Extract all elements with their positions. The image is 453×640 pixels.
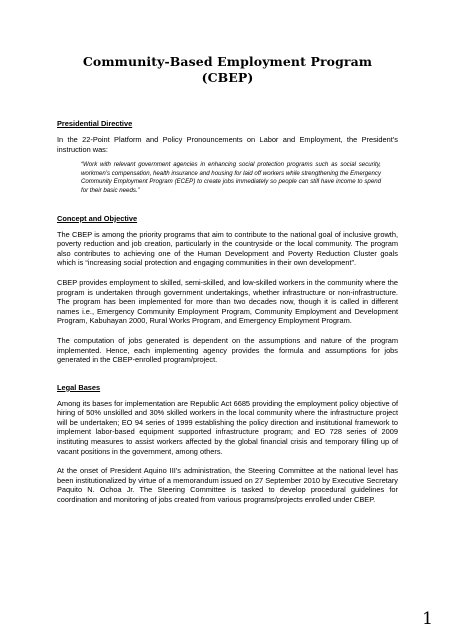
document-title	[57, 54, 398, 86]
concept-paragraph-2: CBEP provides employment to skilled, semi-skilled, and low-skilled workers in the community where the program is undertaken through government undertakings, whether infrastructure or non-infrastructure. The program has been implemented for more than two decades now, though it is called in different names i.e., Emergency Community Employment Program, Community Employment and Development Program, Kabuhayan 2000, Rural Works Program, and Emergency Employment Program.	[57, 277, 398, 326]
title-line-2: (CBEP)	[201, 70, 254, 85]
concept-paragraph-1: The CBEP is among the priority programs that aim to contribute to the national goal of inclusive growth, poverty reduction and job creation, particularly in the countryside or the local community. The program also contributes to achieving one of the Human Development and Poverty Reduction Cluster goals which is “increasing social protection and engaging communities in their own development”.	[57, 229, 398, 268]
page-number: 1	[422, 609, 433, 629]
directive-quote: “Work with relevant government agencies in enhancing social protection programs such as social security, workmen’s compensation, health insurance and housing for laid off workers while strengthening the Emergency Community Employment Program (ECEP) to create jobs immediately so people can still have income to spend for their basic needs.”	[81, 161, 382, 194]
concept-paragraph-3: The computation of jobs generated is dependent on the assumptions and nature of the program implemented. Hence, each implementing agency provides the formula and assumptions for jobs generated in the CBEP-enrolled program/project.	[57, 335, 398, 365]
heading-legal-bases: Legal Bases	[57, 382, 101, 392]
document-body	[57, 54, 398, 505]
heading-presidential-directive: Presidential Directive	[57, 119, 133, 128]
legal-paragraph-2: At the onset of President Aquino III’s administration, the Steering Committee at the national level has been institutionalized by virtue of a memorandum issued on 27 September 2010 by Executive Secretary Paquito N. Ochoa Jr. The Steering Committee is tasked to develop procedural guidelines for coordination and monitoring of jobs created from various programs/projects enrolled under CBEP.	[57, 466, 398, 505]
legal-paragraph-1: Among its bases for implementation are Republic Act 6685 providing the employment policy objective of hiring of 50% unskilled and 30% skilled workers in the local community where the infrastructure project will be undertaken; EO 94 series of 1999 establishing the policy direction and institutional framework to implement labor-based equipment supported infrastructure program; and EO 728 series of 2009 instituting measures to assist workers affected by the global financial crisis and temporary filling up of vacant positions in the government, among others.	[57, 398, 398, 456]
title-line-1: Community-Based Employment Program	[82, 54, 373, 69]
directive-intro: In the 22-Point Platform and Policy Pronouncements on Labor and Employment, the President’s instruction was:	[57, 135, 398, 154]
heading-concept-objective: Concept and Objective	[57, 213, 138, 223]
